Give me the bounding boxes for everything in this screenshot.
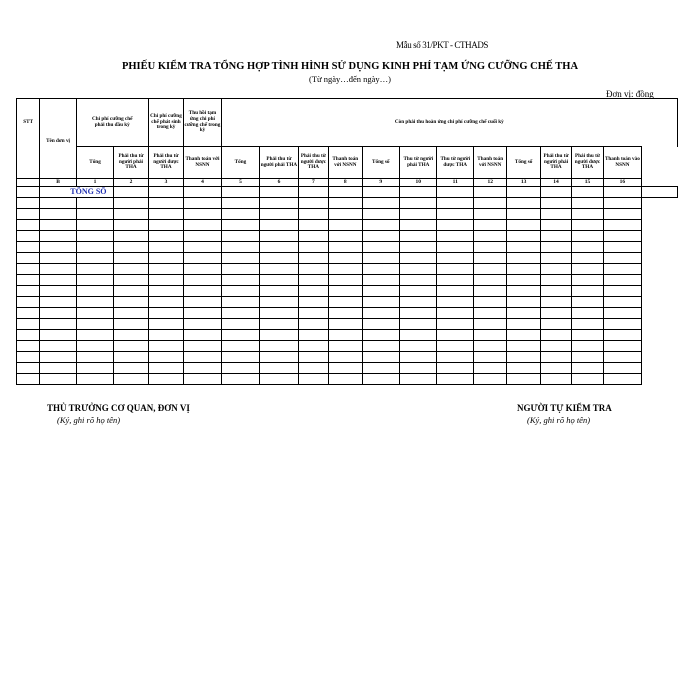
subheader-cell: Phải thu từ người phải THA	[114, 147, 148, 179]
table-row	[17, 242, 678, 253]
subheader-cell: Thanh toán vào NSNN	[603, 147, 642, 179]
table-row	[17, 352, 678, 363]
column-number: 5	[221, 179, 260, 187]
report-table	[16, 98, 678, 385]
column-number: 8	[329, 179, 362, 187]
subheader-cell: Thu từ người phải THA	[400, 147, 437, 179]
table-row	[17, 275, 678, 286]
subheader-cell: Tổng số	[362, 147, 399, 179]
form-code: Mẫu số 31/PKT - CTHADS	[396, 40, 489, 50]
table-row	[17, 363, 678, 374]
column-number: 7	[298, 179, 328, 187]
page-title: PHIẾU KIỂM TRA TỔNG HỢP TÌNH HÌNH SỬ DỤNG KINH PHÍ TẠM ỨNG CƯỠNG CHẾ THA	[121, 61, 579, 72]
table-row	[17, 220, 678, 231]
subheader-cell: Thanh toán với NSNN	[184, 147, 221, 179]
column-number: 6	[260, 179, 299, 187]
report-period: (Từ ngày…đến ngày…)	[308, 74, 392, 84]
table-row	[17, 198, 678, 209]
column-number: 3	[148, 179, 183, 187]
table-row	[17, 231, 678, 242]
total-row	[17, 187, 678, 198]
subheader-cell: Phải thu từ người được THA	[572, 147, 603, 179]
table-row	[17, 286, 678, 297]
subheader-cell: Phải thu từ người phải THA	[260, 147, 299, 179]
currency-unit: Đơn vị: đồng	[606, 89, 654, 99]
column-number: 10	[400, 179, 437, 187]
column-number: 12	[473, 179, 506, 187]
column-number: 1	[76, 179, 113, 187]
header-unit-name: Tên đơn vị	[40, 99, 76, 147]
table-row	[17, 308, 678, 319]
subheader-cell: Phải thu từ người phải THA	[540, 147, 571, 179]
table-row	[17, 297, 678, 308]
total-label: TỔNG SỐ	[40, 187, 114, 198]
table-row	[17, 253, 678, 264]
subheader-cell: Tổng	[221, 147, 260, 179]
table-row	[17, 341, 678, 352]
table-row	[17, 264, 678, 275]
subheader-cell: Thanh toán với NSNN	[329, 147, 362, 179]
subheader-cell: Phải thu từ người được THA	[298, 147, 328, 179]
column-number: 4	[184, 179, 221, 187]
subheader-cell: Tổng số	[507, 147, 540, 179]
table-row	[17, 330, 678, 341]
subheader-cell: Phải thu từ người được THA	[148, 147, 183, 179]
header-opening-costs: Chi phí cưỡng chế phải thu đầu kỳ	[76, 99, 148, 147]
column-number: 16	[603, 179, 642, 187]
signature-right-note: (Ký, ghi rõ họ tên)	[527, 415, 591, 425]
column-number: 2	[114, 179, 148, 187]
table-row	[17, 209, 678, 220]
header-stt: STT	[17, 99, 40, 147]
header-remaining-receivable: Còn phải thu hoàn ứng chi phí cưỡng chế cuối kỳ	[221, 99, 677, 147]
column-number: 14	[540, 179, 571, 187]
signature-left-title: THỦ TRƯỞNG CƠ QUAN, ĐƠN VỊ	[47, 403, 190, 413]
table-row	[17, 319, 678, 330]
column-number: B	[40, 179, 76, 187]
signature-right-title: NGƯỜI TỰ KIỂM TRA	[517, 403, 612, 413]
header-recovered-advance: Thu hồi tạm ứng chi phí cưỡng chế trong kỳ	[184, 99, 221, 147]
column-number: 11	[437, 179, 473, 187]
subheader-cell: Thanh toán với NSNN	[473, 147, 506, 179]
column-number: 15	[572, 179, 603, 187]
subheader-cell: Tổng	[76, 147, 113, 179]
column-number: 9	[362, 179, 399, 187]
column-number: 13	[507, 179, 540, 187]
signature-left-note: (Ký, ghi rõ họ tên)	[57, 415, 121, 425]
subheader-cell: Thu từ người được THA	[437, 147, 473, 179]
header-period-costs: Chi phí cưỡng chế phát sinh trong kỳ	[148, 99, 183, 147]
table-row	[17, 374, 678, 385]
